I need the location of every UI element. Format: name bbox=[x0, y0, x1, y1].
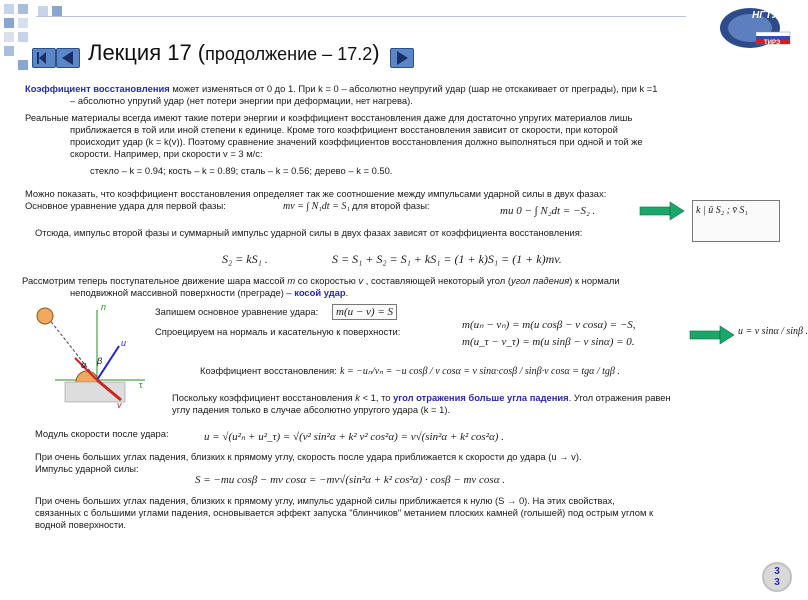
para3-line1: Можно показать, что коэффициент восстановления определяет так же соотношение между импульсами ударной силы в двух фазах: bbox=[25, 188, 607, 199]
label-tau: τ bbox=[139, 380, 143, 390]
formula-phase1: mv = ∫ N₁dt = S₁ bbox=[283, 201, 350, 212]
green-arrow-2 bbox=[690, 326, 734, 344]
green-arrow bbox=[640, 202, 684, 220]
para2-line1: Реальные материалы всегда имеют такие потери энергии и коэффициент восстановления даже для достаточно упругих материалов лишь bbox=[25, 112, 633, 123]
label-beta: β bbox=[97, 356, 103, 366]
para1-line2: – абсолютно упругий удар (нет потери энергии при деформации, нет нагрева). bbox=[70, 95, 413, 106]
label-v: v bbox=[117, 400, 122, 410]
para2-line3: происходит удар (k = k(v)). Поэтому сравнение значений коэффициентов восстановления должно выполняться при одной и той же bbox=[70, 136, 643, 147]
formula-u: u = v sinα / sinβ . bbox=[738, 326, 808, 337]
impulse-text: Импульс ударной силы: bbox=[35, 463, 139, 474]
material-examples: стекло – k = 0.94; кость – k = 0.89; сталь – k = 0.56; дерево – k = 0.50. bbox=[90, 165, 393, 176]
logo-text-top: НГТУ bbox=[752, 10, 779, 21]
page-number-bottom: 3 bbox=[774, 577, 780, 588]
since-line1: Поскольку коэффициент восстановления k < 1, то угол отражения больше угла падения. Угол отражения равен bbox=[172, 392, 671, 403]
label-alpha: α bbox=[81, 360, 87, 370]
nav-next-button[interactable] bbox=[390, 48, 414, 68]
para2-line2: приближается в той или иной степени к единице. Кроме того коэффициент восстановления зависит от скорости, при которой bbox=[70, 124, 618, 135]
formula-s2: S₂ = kS₁ . bbox=[222, 252, 268, 266]
matrix-box: k | ū S₂ ; v̄ S₁ bbox=[692, 200, 780, 242]
formula-k: k = −uₙ/vₙ = −u cosβ / v cosα = v sinα·cosβ / sinβ·v cosα = tgα / tgβ . bbox=[340, 366, 620, 377]
coefficient-text: Коэффициент восстановления: bbox=[200, 365, 337, 376]
arrow-right-icon bbox=[640, 202, 684, 220]
para2-line4: скорости. Например, при скорости v = 3 м/с: bbox=[70, 148, 263, 159]
deco-square bbox=[18, 60, 28, 70]
logo-text-bottom: ТИРЭ bbox=[764, 40, 781, 46]
project-text: Спроецируем на нормаль и касательную к поверхности: bbox=[155, 326, 401, 337]
para5-line1: Рассмотрим теперь поступательное движение шара массой m со скоростью v , составляющей некоторый угол (угол падения) к нормали bbox=[22, 275, 620, 286]
deco-square bbox=[4, 46, 14, 56]
nav-first-button[interactable] bbox=[32, 48, 56, 68]
para8-line1: При очень больших углах падения, близких к прямому углу, импульс ударной силы приближается к нулю (S → 0). На этих свойствах, bbox=[35, 495, 615, 506]
first-icon bbox=[33, 49, 55, 67]
para3-line2b: для второй фазы: bbox=[352, 200, 430, 211]
deco-square bbox=[4, 4, 14, 14]
deco-square bbox=[18, 18, 28, 28]
arrow-right-icon bbox=[690, 326, 734, 344]
formula-projection-tau: m(u_τ − v_τ) = m(u sinβ − v sinα) = 0. bbox=[462, 336, 635, 348]
para3-line2a: Основное уравнение удара для первой фазы: bbox=[25, 200, 226, 211]
modulus-text: Модуль скорости после удара: bbox=[35, 428, 169, 439]
formula-phase2: mu 0 − ∫ N₂dt = −S₂ . bbox=[500, 205, 596, 217]
next-icon bbox=[391, 49, 413, 67]
formula-modulus: u = √(u²ₙ + u²_τ) = √(v² sin²α + k² v² cos²α) = v√(sin²α + k² cos²α) . bbox=[204, 431, 504, 443]
page-number-top: 3 bbox=[774, 566, 780, 577]
prev-icon bbox=[57, 49, 79, 67]
deco-square bbox=[18, 32, 28, 42]
para4-line1: Отсюда, импульс второй фазы и суммарный импульс ударной силы в двух фазах зависят от коэффициента восстановления: bbox=[35, 227, 583, 238]
page-number-badge bbox=[762, 562, 792, 592]
formula-projection-n: m(uₙ − vₙ) = m(u cosβ − v cosα) = −S, bbox=[462, 319, 636, 331]
top-divider bbox=[36, 16, 686, 17]
page-title: Лекция 17 (продолжение – 17.2) bbox=[88, 40, 380, 65]
deco-square bbox=[4, 18, 14, 28]
para1-line1: Коэффициент восстановления может изменяться от 0 до 1. При k = 0 – абсолютно неупругий удар (шар не отскакивает от преграды), при k =1 bbox=[25, 83, 658, 94]
formula-s-total: S = S₁ + S₂ = S₁ + kS₁ = (1 + k)S₁ = (1 + k)mv. bbox=[332, 252, 562, 266]
write-equation-text: Запишем основное уравнение удара: bbox=[155, 306, 319, 317]
logo bbox=[712, 4, 794, 50]
large-angle-speed-text: При очень больших углах падения, близких к прямому углу, скорость после удара приближается к скорости до удара (u → v). bbox=[35, 451, 582, 462]
label-n: n bbox=[101, 302, 107, 312]
formula-impulse: S = −mu cosβ − mv cosα = −mv√(sin²α + k² cos²α) · cosβ − mv cosα . bbox=[195, 474, 505, 486]
since-line2: углу падения только в случае абсолютно упругого удара (k = 1). bbox=[172, 404, 451, 415]
label-u: u bbox=[121, 338, 127, 348]
oblique-impact-diagram bbox=[35, 300, 165, 415]
formula-main-boxed: m(u − v) = S bbox=[332, 304, 397, 320]
para8-line2: связанных с большими углами падения, основывается эффект запуска "блинчиков" метанием плоских камней (голышей) под острым углом к bbox=[35, 507, 654, 518]
para8-line3: водной поверхности. bbox=[35, 519, 126, 530]
para5-line2: неподвижной массивной поверхности (преграде) – косой удар. bbox=[70, 287, 349, 298]
deco-square bbox=[18, 4, 28, 14]
nav-prev-button[interactable] bbox=[56, 48, 80, 68]
deco-square bbox=[4, 32, 14, 42]
